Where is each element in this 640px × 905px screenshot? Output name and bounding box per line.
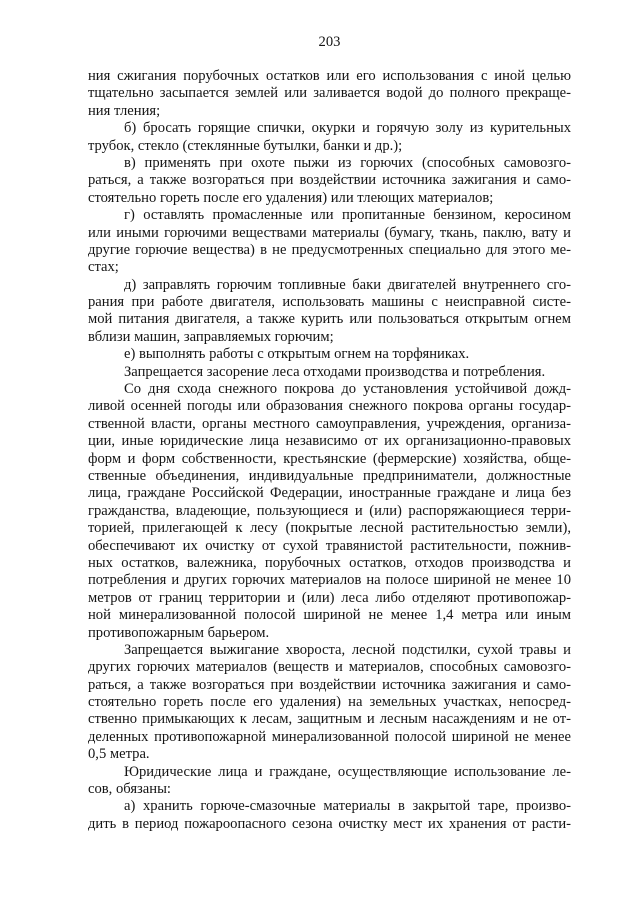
paragraph [88, 68, 571, 120]
text-line: раться, а также возгораться при воздействии источника зажигания и само- [88, 172, 571, 189]
text-line: мой питания двигателя, а также курить или пользоваться открытым огнем [88, 311, 571, 328]
document-body [88, 68, 571, 833]
text-line: других горючих материалов (веществ и материалов, способных самовозго- [88, 659, 571, 676]
text-line: метров от границ территории и (или) леса либо отделяют противопожар- [88, 589, 571, 606]
paragraph [88, 381, 571, 642]
paragraph [88, 277, 571, 347]
text-line: ции, иные юридические лица независимо от их организационно-правовых [88, 433, 571, 450]
text-line: стоятельно гореть после его удаления) на земельных участках, непосред- [88, 694, 571, 711]
text-line: тщательно засыпается землей или заливается водой до полного прекраще- [88, 85, 571, 102]
paragraph [88, 642, 571, 764]
text-line: г) оставлять промасленные или пропитанные бензином, керосином [124, 207, 571, 224]
text-line: или иными горючими веществами материалы (бумагу, ткань, паклю, вату и [88, 224, 571, 241]
text-line: е) выполнять работы с открытым огнем на торфяниках. [124, 346, 470, 363]
text-line: д) заправлять горючим топливные баки двигателей внутреннего сго- [124, 276, 571, 293]
text-line: Со дня схода снежного покрова до установления устойчивой дожд- [124, 381, 571, 398]
paragraph [88, 120, 571, 155]
text-line: Юридические лица и граждане, осуществляющие использование ле- [124, 763, 571, 780]
text-line: трубок, стекло (стеклянные бутылки, банки и др.); [88, 137, 403, 154]
text-line: Запрещается засорение леса отходами производства и потребления. [124, 363, 546, 380]
text-line: сов, обязаны: [88, 781, 171, 798]
paragraph [88, 207, 571, 277]
text-line: Запрещается выжигание хвороста, лесной подстилки, сухой травы и [124, 641, 571, 658]
paragraph [88, 364, 571, 381]
text-line: деленных противопожарной минерализованной полосой шириной не менее [88, 728, 571, 745]
text-line: потребления и других горючих материалов на полосе шириной не менее 10 [88, 572, 571, 589]
text-line: б) бросать горящие спички, окурки и горячую золу из курительных [124, 120, 571, 137]
text-line: дить в период пожароопасного сезона очистку мест их хранения от расти- [88, 815, 571, 832]
paragraph [88, 764, 571, 799]
text-line: лица, граждане Российской Федерации, иностранные граждане и лица без [88, 485, 571, 502]
text-line: рания при работе двигателя, использовать машины с неисправной систе- [88, 294, 571, 311]
text-line: стах; [88, 259, 119, 276]
text-line: а) хранить горюче-смазочные материалы в закрытой таре, произво- [124, 798, 571, 815]
text-line: ной минерализованной полосой шириной не менее 1,4 метра или иным [88, 607, 571, 624]
text-line: гражданства, владеющие, пользующиеся и (или) распоряжающиеся терри- [88, 502, 571, 519]
text-line: ственные объединения, индивидуальные предприниматели, должностные [88, 467, 571, 484]
text-line: ния сжигания порубочных остатков или его использования с иной целью [88, 68, 571, 84]
text-line: в) применять при охоте пыжи из горючих (способных самовозго- [124, 154, 571, 171]
paragraph [88, 346, 571, 363]
page-number: 203 [318, 34, 341, 50]
paragraph [88, 155, 571, 207]
text-line: торией, прилегающей к лесу (покрытые лесной растительностью земли), [88, 520, 571, 537]
text-line: вблизи машин, заправляемых горючим; [88, 328, 334, 345]
text-line: ния тления; [88, 102, 161, 119]
text-line: противопожарным барьером. [88, 624, 270, 641]
text-line: ных остатков, валежника, порубочных остатков, отходов производства и [88, 554, 571, 571]
paragraph [88, 798, 571, 833]
text-line: ственной власти, органы местного самоуправления, учреждения, организа- [88, 415, 571, 432]
text-line: стоятельно гореть после его удаления) или тлеющих материалов; [88, 189, 494, 206]
text-line: ственно примыкающих к лесам, защитным и лесным насаждениям и не от- [88, 711, 571, 728]
text-line: форм и форм собственности, крестьянские (фермерские) хозяйства, обще- [88, 450, 571, 467]
text-line: другие горючие вещества) в не предусмотренных специально для этого ме- [88, 241, 571, 258]
text-line: 0,5 метра. [88, 746, 150, 763]
text-line: обеспечивают их очистку от сухой травянистой растительности, пожнив- [88, 537, 571, 554]
text-line: ливой осенней погоды или образования снежного покрова органы государ- [88, 398, 571, 415]
text-line: раться, а также возгораться при воздействии источника зажигания и само- [88, 676, 571, 693]
